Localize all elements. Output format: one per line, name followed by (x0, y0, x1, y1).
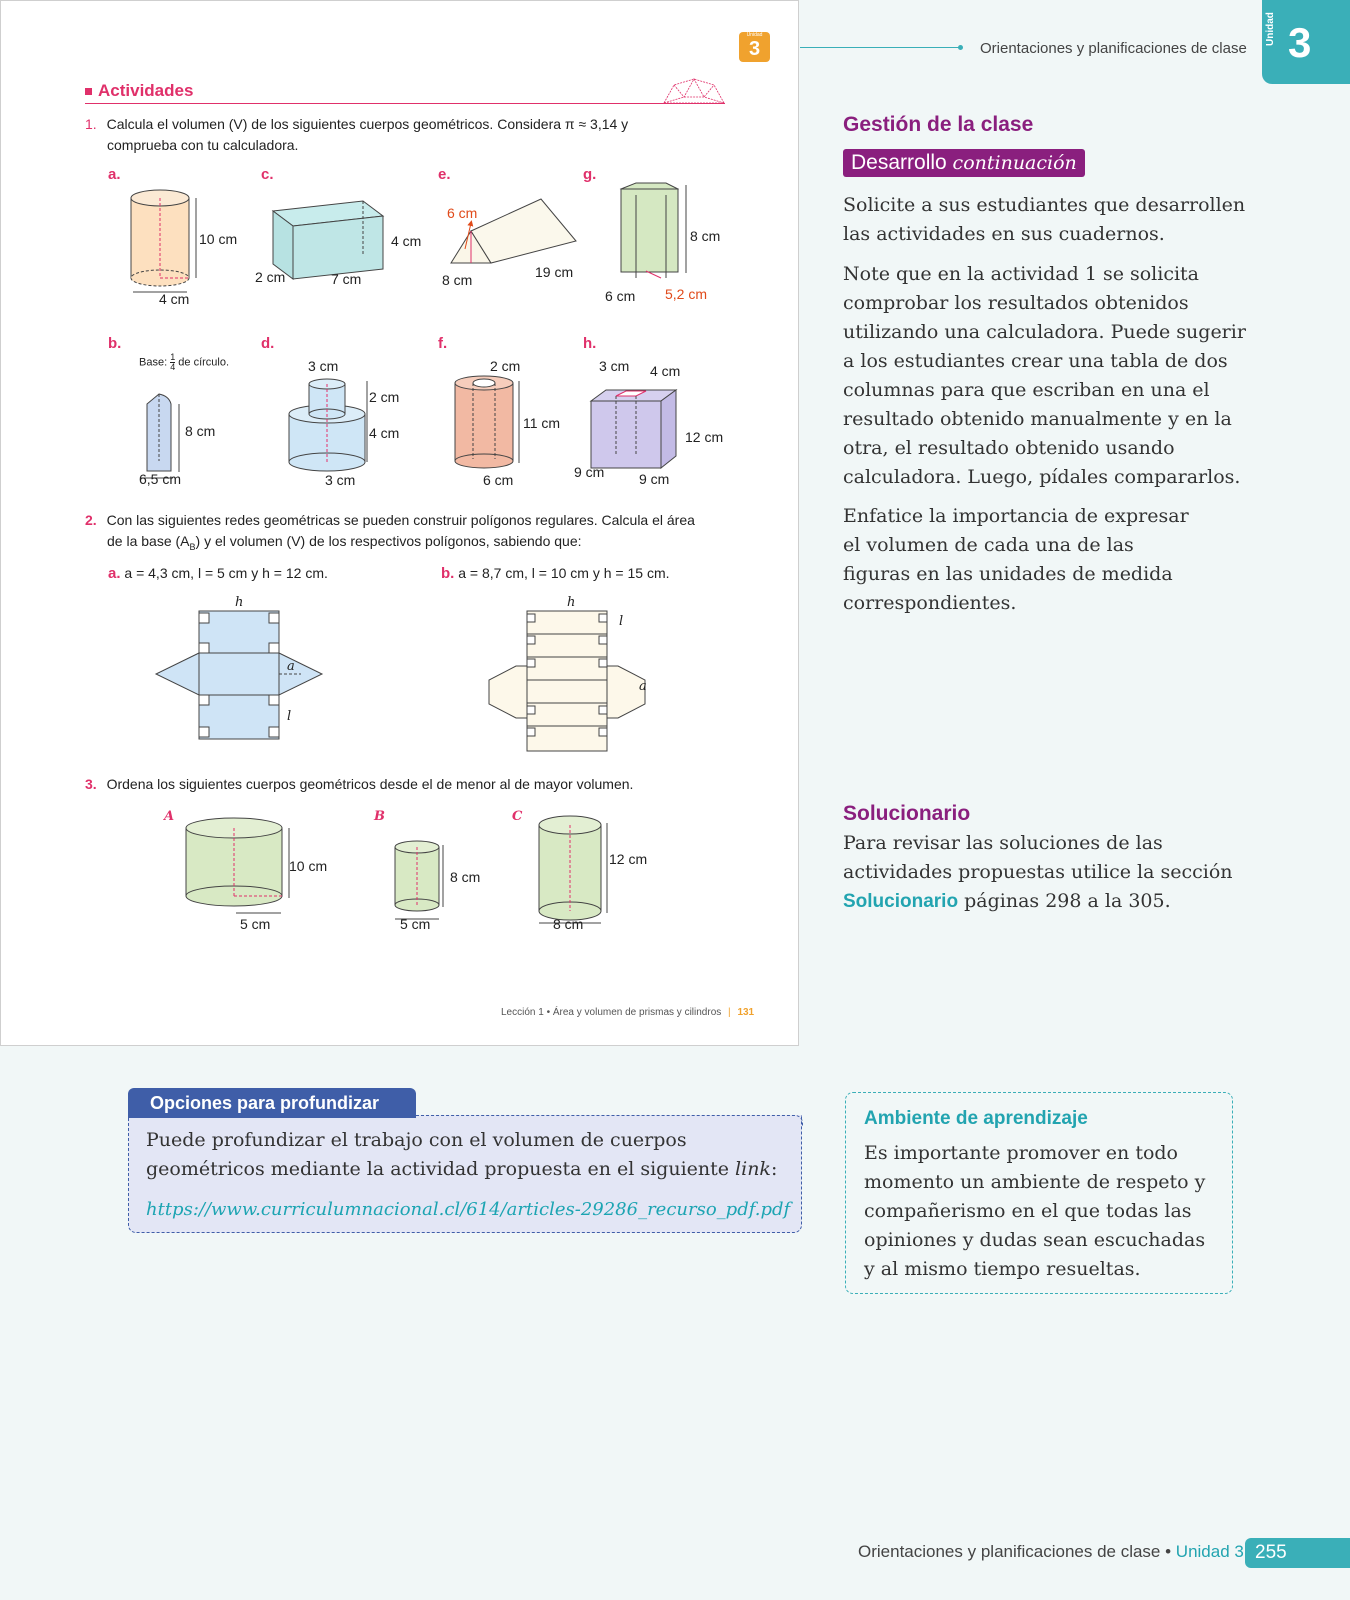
label-g-height: 8 cm (690, 228, 721, 244)
section-rule (85, 103, 725, 104)
label-h-height: 12 cm (685, 429, 724, 445)
item-e-letter: e. (438, 166, 451, 183)
q2b-values: b. a = 8,7 cm, l = 10 cm y h = 15 cm. (441, 565, 670, 582)
item-f-letter: f. (438, 335, 448, 352)
q3-a-radius: 5 cm (240, 916, 271, 932)
header-dot (958, 45, 963, 50)
q3-text: 3. Ordena los siguientes cuerpos geométricos desde el de menor al de mayor volumen. (85, 776, 634, 792)
textbook-page (0, 0, 799, 1046)
q3-letter-b: B (374, 809, 385, 824)
label-h-hole-side: 3 cm (599, 358, 630, 374)
unit-tab: Unidad 3 (1262, 0, 1350, 84)
label-c-width: 2 cm (255, 269, 286, 285)
header-line (800, 47, 960, 48)
label-h-width: 9 cm (574, 464, 605, 480)
net-b-label-h: h (567, 595, 576, 610)
gestion-p2: Note que en la actividad 1 se solicita comprobar los resultados obtenidos utilizando una calculadora. Puede sugerir a los estudiantes crear una tabla de dos columnas para que escriban en una el resultado obtenido manualmente y en la otra, el resultado obtenido usando calculadora. Luego, pídales compararlos. (843, 263, 1246, 488)
label-d-bottom-radius: 3 cm (325, 472, 356, 488)
figure-d-stacked-cylinders (281, 376, 381, 476)
q3-b-height: 8 cm (450, 869, 481, 885)
q1-text: 1. Calcula el volumen (V) de los siguientes cuerpos geométricos. Considera π ≈ 3,14 y comprueba con tu calculadora. (85, 116, 629, 153)
net-b-label-l: l (619, 614, 624, 629)
profundizar-title: Opciones para profundizar (128, 1088, 416, 1118)
q2-text: 2. Con las siguientes redes geométricas se pueden construir polígonos regulares. Calcula el área de la base $(A_B)$ y el volumen (V) de los respectivos polígonos, sabiendo que: (85, 512, 695, 552)
net-a-label-h: h (235, 595, 244, 610)
q3-b-diameter: 5 cm (400, 916, 431, 932)
solucionario-title: Solucionario (843, 802, 971, 825)
label-e-length: 19 cm (535, 264, 574, 280)
label-h-length: 9 cm (639, 471, 670, 487)
unit-badge: Unidad 3 (739, 32, 770, 62)
section-title: Actividades (85, 81, 193, 101)
net-b-label-a: a (639, 679, 647, 694)
ambiente-text: Es importante promover en todo momento un ambiente de respeto y compañerismo en el que todas las opiniones y dudas sean escuchadas y al mismo tiempo resueltas. (864, 1142, 1206, 1280)
net-a-triangular-prism (151, 601, 331, 751)
label-b-radius: 6,5 cm (139, 471, 182, 487)
q3-cylinder-a (181, 816, 301, 926)
label-e-base: 8 cm (442, 272, 473, 288)
polyhedron-decoration-icon (659, 75, 729, 105)
label-c-length: 7 cm (331, 271, 362, 287)
profundizar-text: Puede profundizar el trabajo con el volumen de cuerpos geométricos mediante la actividad propuesta en el siguiente link: (146, 1129, 778, 1180)
net-a-label-a: a (287, 659, 295, 674)
figure-f-hollow-cylinder (449, 373, 529, 473)
label-g-apothem: 5,2 cm (665, 286, 708, 302)
label-f-diameter: 6 cm (483, 472, 514, 488)
label-b-base-note: Base: $\frac{1}{4}$ de círculo. (139, 352, 230, 372)
label-c-height: 4 cm (391, 233, 422, 249)
figure-c-prism (253, 191, 403, 281)
item-c-letter: c. (261, 166, 274, 183)
q3-c-height: 12 cm (609, 851, 648, 867)
solucionario-text: Para revisar las soluciones de las actividades propuestas utilice la sección Solucionario páginas 298 a la 305. (843, 832, 1233, 912)
item-d-letter: d. (261, 335, 275, 352)
q3-c-diameter: 8 cm (553, 916, 584, 932)
label-f-height: 11 cm (523, 415, 561, 431)
label-d-bottom-height: 4 cm (369, 425, 400, 441)
q2a-values: a. a = 4,3 cm, l = 5 cm y h = 12 cm. (108, 565, 328, 582)
q3-letter-c: C (512, 809, 523, 824)
gestion-p1: Solicite a sus estudiantes que desarrollen las actividades en sus cuadernos. (843, 194, 1246, 245)
figure-h-prism-with-hole (586, 386, 686, 476)
label-a-height: 10 cm (199, 231, 238, 247)
item-g-letter: g. (583, 166, 597, 183)
solucionario-link[interactable]: Solucionario (843, 891, 959, 912)
label-g-side: 6 cm (605, 288, 636, 304)
q3-cylinder-c (535, 813, 615, 928)
gestion-title: Gestión de la clase (843, 113, 1034, 136)
profundizar-url-link[interactable]: https://www.curriculumnacional.cl/614/articles-29286_recurso_pdf.pdf (146, 1199, 791, 1220)
header-title: Orientaciones y planificaciones de clase (980, 40, 1247, 57)
label-b-height: 8 cm (185, 423, 216, 439)
figure-g-hexagonal-prism (616, 181, 696, 286)
q3-a-height: 10 cm (289, 858, 328, 874)
label-d-top-diameter: 3 cm (308, 358, 339, 374)
textbook-footer: Lección 1 • Área y volumen de prismas y cilindros | 131 (501, 1007, 755, 1018)
item-b-letter: b. (108, 335, 122, 352)
item-h-letter: h. (583, 335, 597, 352)
item-a-letter: a. (108, 166, 121, 183)
page-number-tab: 255 (1245, 1538, 1350, 1568)
desarrollo-badge: Desarrollo continuación (843, 149, 1085, 177)
gestion-p3: Enfatice la importancia de expresar el volumen de cada una de las figuras en las unidades de medida correspondientes. (843, 505, 1189, 614)
label-a-diameter: 4 cm (159, 291, 190, 307)
label-h-hole-side2: 4 cm (650, 363, 681, 379)
label-f-hole-diameter: 2 cm (490, 358, 521, 374)
page-footer-text: Orientaciones y planificaciones de clase • Unidad 3 (858, 1542, 1244, 1561)
profundizar-top-border (416, 1115, 803, 1126)
q3-letter-a: A (164, 809, 175, 824)
label-e-height: 6 cm (447, 205, 478, 221)
label-d-top-height: 2 cm (369, 389, 400, 405)
net-b-hexagonal-prism (481, 606, 661, 756)
net-a-label-l: l (287, 709, 292, 724)
ambiente-title: Ambiente de aprendizaje (864, 1108, 1088, 1129)
